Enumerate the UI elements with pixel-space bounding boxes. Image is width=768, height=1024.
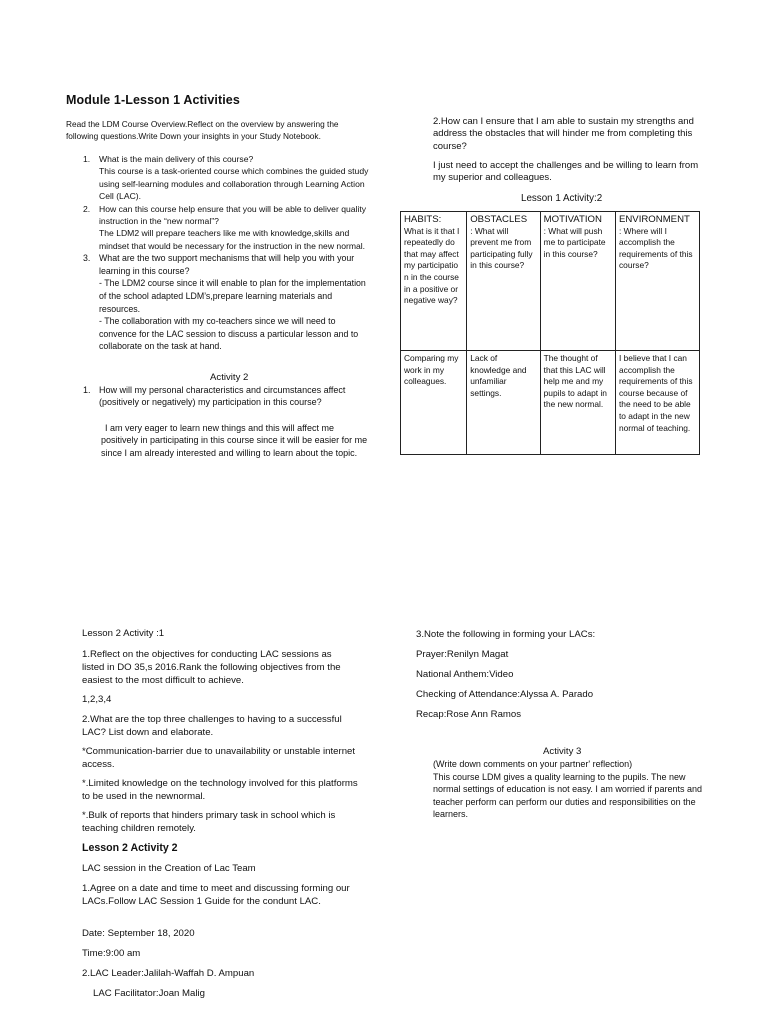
paragraph: Prayer:Renilyn Magat (416, 649, 509, 660)
table-cell-obstacles: OBSTACLES : What will prevent me from participating fully in this course? (467, 212, 540, 351)
question-item: 1. What is the main delivery of this course? This course is a task-oriented course which combines the guided study using self-learning modules and collaboration through Learning Action Cell (LAC). (83, 154, 369, 202)
question-text: What is the main delivery of this course? (99, 154, 254, 164)
question-text: How can this course help ensure that you will be able to deliver quality instruction in the “new normal”? (99, 203, 367, 227)
answer-text: The LDM2 will prepare teachers like me with knowledge,skills and mindset that would be necessary for the instruction in the new normal. (99, 228, 366, 251)
paragraph: LAC session in the Creation of Lac Team (82, 863, 256, 874)
paragraph: 2.What are the top three challenges to having to a successful LAC? List down and elaborate. (82, 714, 342, 738)
activity2-answer: I am very eager to learn new things and this will affect me positively in participating in this course since it will be easier for me since I am already interested and willing to learn about the topic. (101, 423, 368, 458)
answer-text: - The LDM2 course since it will enable to plan for the implementation of the school adapted LDM’s,prepare learning materials and resources. (99, 278, 366, 314)
paragraph: *.Limited knowledge on the technology involved for this platforms to be used in the newnormal. (82, 778, 358, 802)
activity3-subheading: (Write down comments on your partner' reflection) (433, 759, 633, 769)
paragraph: 1,2,3,4 (82, 694, 112, 705)
activity-table (400, 211, 700, 455)
answer-text: - The collaboration with my co-teachers since we will need to convence for the LAC session to discuss a particular lesson and to collaborate on the task at hand. (99, 316, 359, 352)
page-title: Module 1-Lesson 1 Activities (66, 93, 240, 107)
paragraph: Date: September 18, 2020 (82, 928, 195, 939)
table-cell: The thought of that this LAC will help me and my pupils to adapt in the new normal. (540, 351, 615, 455)
paragraph: *Communication-barrier due to unavailability or unstable internet access. (82, 746, 356, 770)
paragraph: *.Bulk of reports that hinders primary task in school which is teaching children remotely. (82, 810, 336, 834)
table-header-row (401, 212, 700, 351)
paragraph: LAC Facilitator:Joan Malig (93, 988, 205, 999)
paragraph: 3.Note the following in forming your LACs: (416, 629, 596, 640)
table-cell: I believe that I can accomplish the requirements of this course because of the need to be able to adapt in the new normal of teaching. (615, 351, 699, 455)
lesson2-activity2-heading: Lesson 2 Activity 2 (82, 842, 178, 854)
table-cell: Lack of knowledge and unfamiliar settings. (467, 351, 540, 455)
question-2: 2.How can I ensure that I am able to sustain my strengths and address the obstacles that will hinder me from completing this course? (433, 116, 694, 152)
lesson2-activity1-heading: Lesson 2 Activity :1 (82, 628, 165, 639)
answer-text: This course is a task-oriented course which combines the guided study using self-learning modules and collaboration through Learning Action Cell (LAC). (99, 166, 369, 202)
table-cell-motivation: MOTIVATION : What will push me to participate in this course? (540, 212, 615, 351)
question-text: How will my personal characteristics and circumstances affect (positively or negatively) my participation in this course? (99, 385, 346, 408)
paragraph: National Anthem:Video (416, 669, 514, 680)
activity2-question: 1. How will my personal characteristics and circumstances affect (positively or negatively) my participation in this course? (83, 384, 368, 409)
question-list (83, 153, 370, 353)
question-item: 3. What are the two support mechanisms that will help you with your learning in this course? - The LDM2 course since it will enable to plan for the implementation of the school adapted LDM’s,prepare learning materials and resources. - The collaboration with my co-teachers since we will need to convence for the LAC session to discuss a particular lesson and to collaborate on the task at hand. (83, 252, 370, 353)
question-item: 2. How can this course help ensure that you will be able to deliver quality instruction in the “new normal”? The LDM2 will prepare teachers like me with knowledge,skills and mindset that would be necessary for the instruction in the new normal. (83, 203, 370, 253)
table-cell: Comparing my work in my colleagues. (401, 351, 467, 455)
paragraph: 1.Agree on a date and time to meet and discussing forming our LACs.Follow LAC Session 1 Guide for the condunt LAC. (82, 883, 350, 907)
table-cell-environment: ENVIRONMENT : Where will I accomplish the requirements of this course? (615, 212, 699, 351)
table-cell-habits: HABITS: What is it that I repeatedly do that may affect my participatio n in the course in a positive or negative way? (401, 212, 467, 351)
table-heading: Lesson 1 Activity:2 (521, 193, 603, 204)
table-row (401, 351, 700, 455)
intro-text: Read the LDM Course Overview.Reflect on the overview by answering the following questions.Write Down your insights in your Study Notebook. (66, 119, 339, 142)
paragraph: 2.LAC Leader:Jalilah-Waffah D. Ampuan (82, 968, 255, 979)
answer-2: I just need to accept the challenges and be willing to learn from my superior and colleagues. (433, 160, 699, 184)
activity2-heading: Activity 2 (210, 372, 249, 383)
paragraph: 1.Reflect on the objectives for conducting LAC sessions as listed in DO 35,s 2016.Rank the following objectives from the easiest to the most difficult to achieve. (82, 649, 341, 686)
question-text: What are the two support mechanisms that will help you with your learning in this course? (99, 253, 355, 276)
activity3-body: This course LDM gives a quality learning to the pupils. The new normal settings of education is not easy. I am worried if parents and teacher perform can perform our duties and responsibilities on the learners. (433, 772, 702, 820)
activity3-heading: Activity 3 (543, 746, 582, 757)
paragraph: Recap:Rose Ann Ramos (416, 709, 522, 720)
paragraph: Time:9:00 am (82, 948, 141, 959)
paragraph: Checking of Attendance:Alyssa A. Parado (416, 689, 594, 700)
